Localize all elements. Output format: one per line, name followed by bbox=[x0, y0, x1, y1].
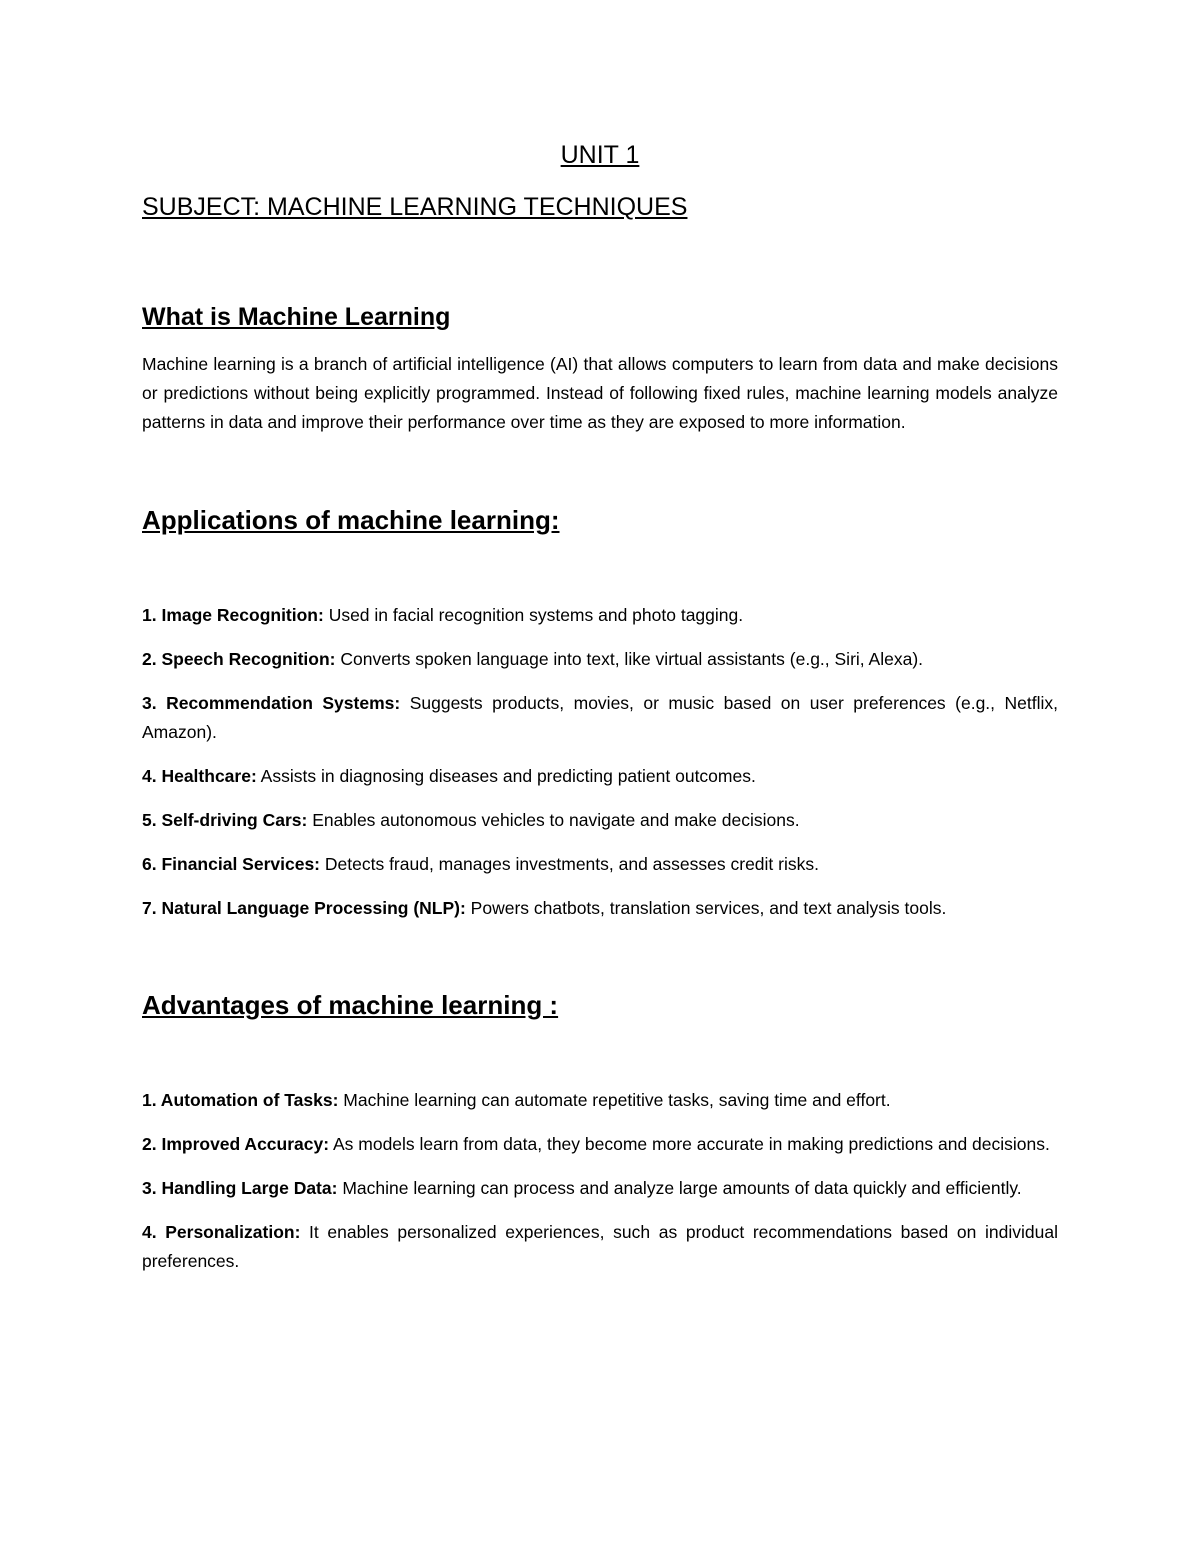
item-text: Used in facial recognition systems and photo tagging. bbox=[323, 605, 744, 625]
item-text: As models learn from data, they become more accurate in making predictions and decisions. bbox=[329, 1134, 1050, 1154]
list-item bbox=[142, 689, 1058, 747]
list-item bbox=[142, 806, 1058, 835]
item-text: Detects fraud, manages investments, and assesses credit risks. bbox=[320, 854, 819, 874]
list-item bbox=[142, 645, 1058, 674]
list-item bbox=[142, 894, 1058, 923]
list-item bbox=[142, 601, 1058, 630]
unit-title: UNIT 1 bbox=[560, 141, 640, 169]
list-item bbox=[142, 1086, 1058, 1115]
item-term: 4. Healthcare: bbox=[142, 766, 257, 786]
what-is-heading: What is Machine Learning bbox=[142, 303, 451, 331]
item-term: 7. Natural Language Processing (NLP): bbox=[142, 898, 466, 918]
item-text: Assists in diagnosing diseases and predicting patient outcomes. bbox=[256, 766, 756, 786]
applications-list bbox=[142, 601, 1058, 923]
advantages-list bbox=[142, 1086, 1058, 1276]
list-item bbox=[142, 1130, 1058, 1159]
item-term: 3. Handling Large Data: bbox=[142, 1178, 338, 1198]
item-text: Converts spoken language into text, like virtual assistants (e.g., Siri, Alexa). bbox=[335, 649, 924, 669]
item-text: Suggests products, movies, or music based on user preferences (e.g., Netflix, Amazon). bbox=[142, 693, 1058, 742]
list-item bbox=[142, 850, 1058, 879]
item-term: 5. Self-driving Cars: bbox=[142, 810, 308, 830]
item-term: 3. Recommendation Systems: bbox=[142, 693, 401, 713]
item-text: Machine learning can automate repetitive tasks, saving time and effort. bbox=[338, 1090, 891, 1110]
item-text: Enables autonomous vehicles to navigate and make decisions. bbox=[307, 810, 800, 830]
item-text: Powers chatbots, translation services, and text analysis tools. bbox=[465, 898, 947, 918]
item-term: 6. Financial Services: bbox=[142, 854, 321, 874]
item-term: 1. Image Recognition: bbox=[142, 605, 324, 625]
item-term: 2. Improved Accuracy: bbox=[142, 1134, 330, 1154]
advantages-heading: Advantages of machine learning : bbox=[142, 990, 559, 1020]
section-spacer bbox=[142, 938, 1058, 990]
list-item bbox=[142, 762, 1058, 791]
item-term: 4. Personalization: bbox=[142, 1222, 301, 1242]
item-term: 1. Automation of Tasks: bbox=[142, 1090, 339, 1110]
subject-title: SUBJECT: MACHINE LEARNING TECHNIQUES bbox=[142, 193, 688, 221]
list-item bbox=[142, 1174, 1058, 1203]
item-term: 2. Speech Recognition: bbox=[142, 649, 336, 669]
item-text: Machine learning can process and analyze large amounts of data quickly and efficiently. bbox=[337, 1178, 1022, 1198]
applications-heading: Applications of machine learning: bbox=[142, 505, 560, 535]
item-text: It enables personalized experiences, such as product recommendations based on individual preferences. bbox=[142, 1222, 1058, 1271]
list-item bbox=[142, 1218, 1058, 1276]
document-content bbox=[142, 140, 1058, 1291]
what-is-paragraph: Machine learning is a branch of artificial intelligence (AI) that allows computers to learn from data and make decisions or predictions without being explicitly programmed. Instead of following fixed rules, machine learning models analyze patterns in data and improve their performance over time as they are exposed to more information. bbox=[142, 354, 1058, 432]
